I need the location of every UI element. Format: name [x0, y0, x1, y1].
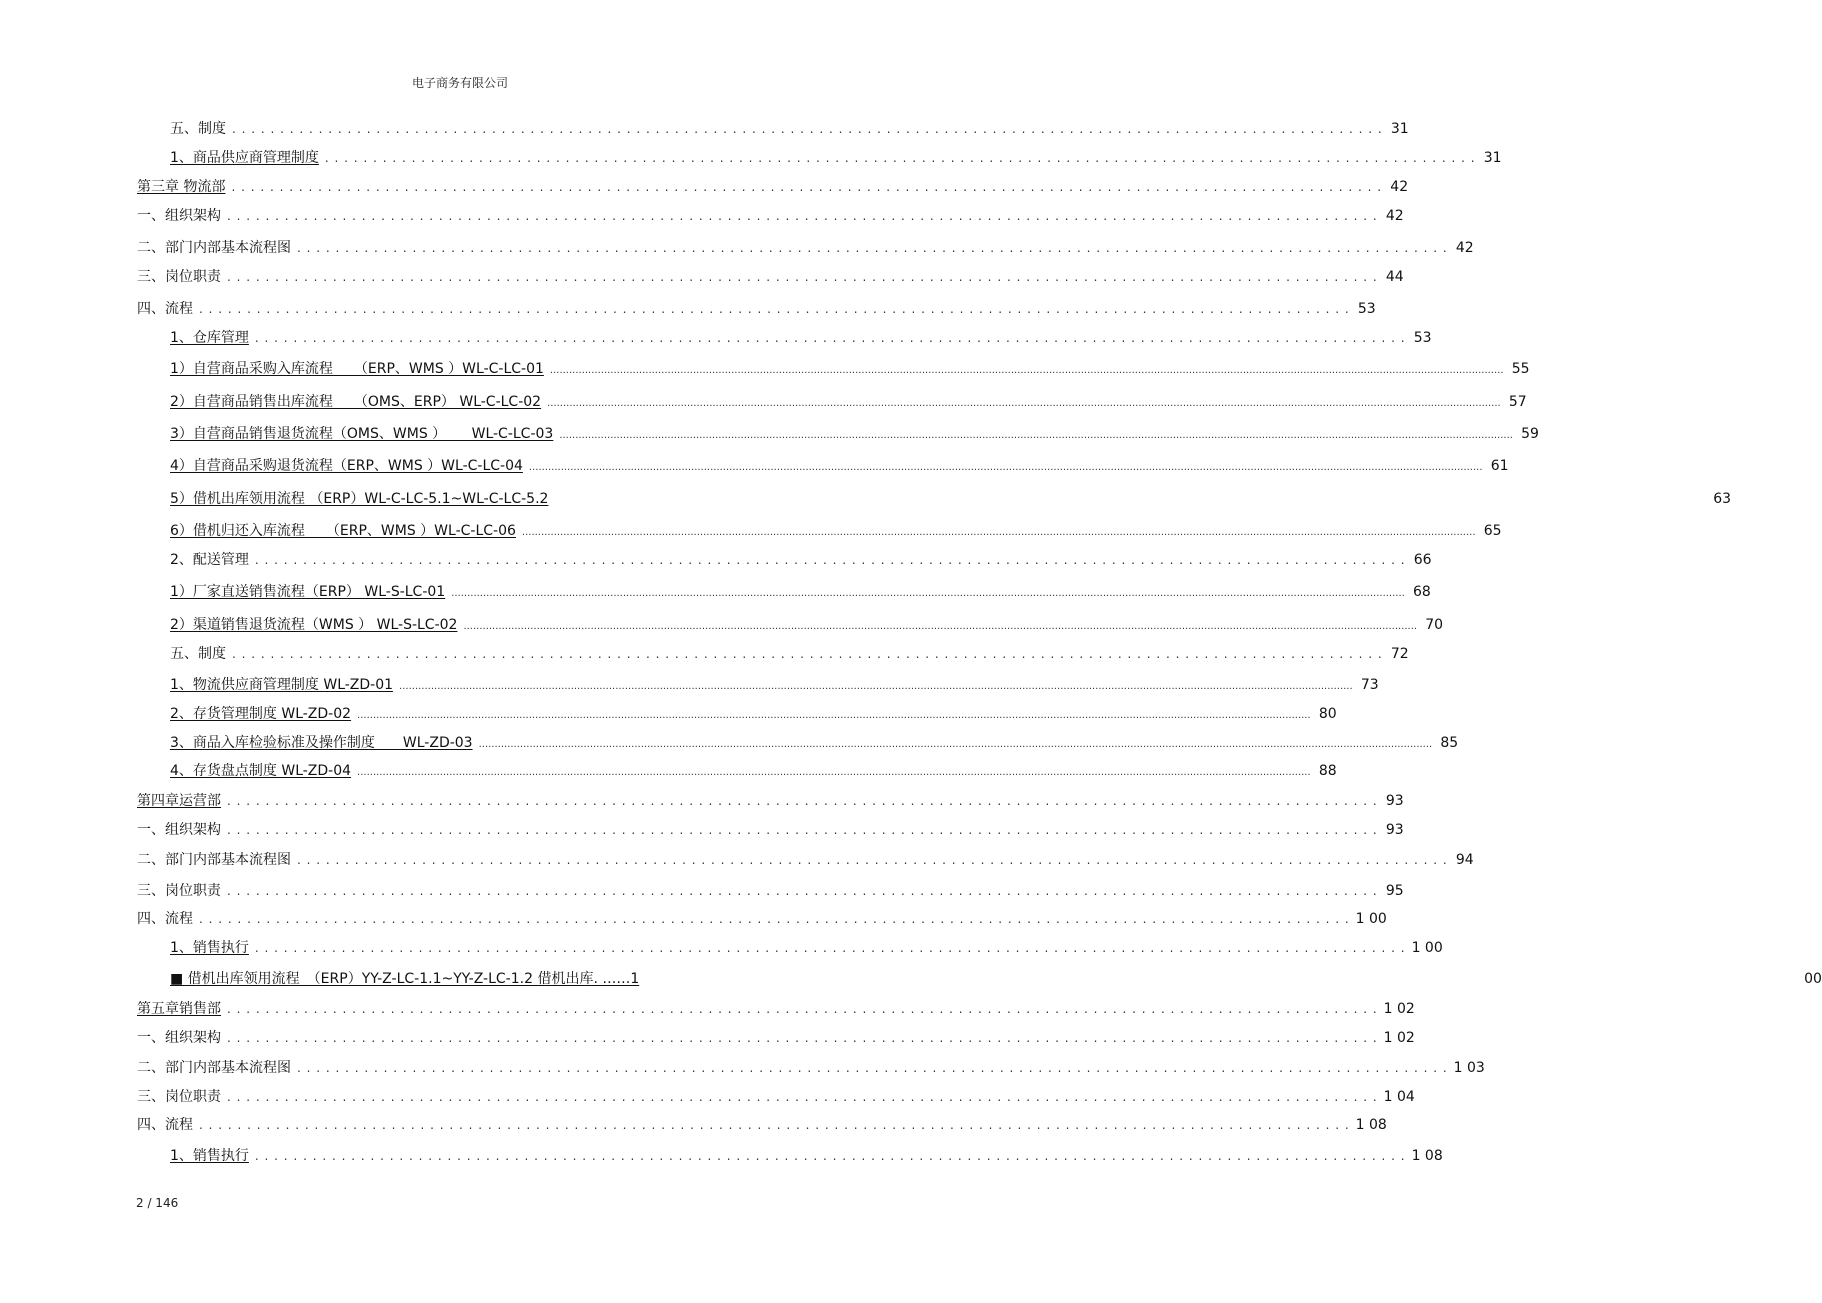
toc-entry[interactable]: [170, 705, 1337, 725]
toc-entry-page: 1 00: [1411, 940, 1443, 956]
toc-entry[interactable]: [170, 676, 1379, 696]
toc-entry[interactable]: [137, 1116, 1387, 1134]
toc-entry-page: 68: [1413, 584, 1431, 600]
toc-dot-leader: ............................................................................................................................................................................................................................................................................................................: [399, 681, 1353, 692]
toc-dot-leader: . . . . . . . . . . . . . . . . . . . . . . . . . . . . . . . . . . . . . . . . . . . . . . . . . . . . . . . . . . . . . . . . . . . . . . . . . . . . . . . . . . . . . . . . . . . . . . . . . . . . . . . . . . . . . . . . . . . . . . . .: [297, 853, 1448, 867]
toc-entry-page: 61: [1490, 458, 1509, 474]
toc-entry[interactable]: [170, 425, 1539, 445]
page-header: 电子商务有限公司: [411, 76, 508, 90]
toc-entry-title: 二、部门内部基本流程图: [137, 1060, 291, 1076]
toc-entry-page: 59: [1521, 426, 1539, 442]
toc-entry-page: 42: [1390, 179, 1409, 195]
toc-entry-title: ■ 借机出库领用流程 （ERP）YY-Z-LC-1.1~YY-Z-LC-1.2 借机出库. ……1: [170, 971, 640, 987]
toc-entry-page: 1 04: [1383, 1089, 1415, 1105]
toc-entry[interactable]: [137, 1029, 1415, 1047]
toc-entry-title: 第三章 物流部: [137, 179, 226, 195]
toc-dot-leader: ............................................................................................................................................................................................................................................................................................................: [357, 710, 1311, 721]
toc-entry-page: 73: [1360, 677, 1379, 693]
toc-entry[interactable]: [170, 457, 1509, 477]
toc-entry[interactable]: [170, 490, 1732, 508]
toc-dot-leader: . . . . . . . . . . . . . . . . . . . . . . . . . . . . . . . . . . . . . . . . . . . . . . . . . . . . . . . . . . . . . . . . . . . . . . . . . . . . . . . . . . . . . . . . . . . . . . . . . . . . . . . . . . . . . . . . . . . . . . . .: [227, 1090, 1378, 1104]
toc-entry-title: 1、仓库管理: [170, 330, 249, 346]
toc-dot-leader: . . . . . . . . . . . . . . . . . . . . . . . . . . . . . . . . . . . . . . . . . . . . . . . . . . . . . . . . . . . . . . . . . . . . . . . . . . . . . . . . . . . . . . . . . . . . . . . . . . . . . . . . . . . . . . . . . . . . . . . .: [324, 151, 1476, 165]
toc-entry[interactable]: [137, 300, 1376, 318]
toc-entry-page: 85: [1440, 735, 1459, 751]
toc-entry[interactable]: [170, 762, 1337, 782]
toc-dot-leader: . . . . . . . . . . . . . . . . . . . . . . . . . . . . . . . . . . . . . . . . . . . . . . . . . . . . . . . . . . . . . . . . . . . . . . . . . . . . . . . . . . . . . . . . . . . . . . . . . . . . . . . . . . . . . . . . . . . . . . . .: [227, 270, 1378, 284]
toc-entry-title: 1、物流供应商管理制度 WL-ZD-01: [170, 677, 394, 693]
toc-entry-title: 一、组织架构: [137, 208, 221, 224]
toc-entry-page: 42: [1455, 240, 1474, 256]
toc-entry-page: 65: [1483, 523, 1502, 539]
toc-dot-leader: . . . . . . . . . . . . . . . . . . . . . . . . . . . . . . . . . . . . . . . . . . . . . . . . . . . . . . . . . . . . . . . . . . . . . . . . . . . . . . . . . . . . . . . . . . . . . . . . . . . . . . . . . . . . . . . . . . . . . . . .: [227, 884, 1378, 898]
toc-dot-leader: . . . . . . . . . . . . . . . . . . . . . . . . . . . . . . . . . . . . . . . . . . . . . . . . . . . . . . . . . . . . . . . . . . . . . . . . . . . . . . . . . . . . . . . . . . . . . . . . . . . . . . . . . . . . . . . . . . . . . . . .: [231, 180, 1383, 194]
toc-entry-page: 1 00: [1355, 911, 1387, 927]
toc-entry[interactable]: [137, 239, 1474, 257]
toc-entry[interactable]: [170, 120, 1409, 138]
toc-dot-leader: ............................................................................................................................................................................................................................................................................................................: [521, 527, 1476, 538]
toc-entry[interactable]: [170, 329, 1432, 347]
toc-entry-page: 57: [1508, 394, 1527, 410]
toc-entry[interactable]: [170, 393, 1527, 413]
toc-entry-title: 二、部门内部基本流程图: [137, 240, 291, 256]
toc-entry-page: 55: [1511, 361, 1530, 377]
toc-dot-leader: . . . . . . . . . . . . . . . . . . . . . . . . . . . . . . . . . . . . . . . . . . . . . . . . . . . . . . . . . . . . . . . . . . . . . . . . . . . . . . . . . . . . . . . . . . . . . . . . . . . . . . . . . . . . . . . . . . . . . . . .: [227, 823, 1378, 837]
toc-dot-leader: . . . . . . . . . . . . . . . . . . . . . . . . . . . . . . . . . . . . . . . . . . . . . . . . . . . . . . . . . . . . . . . . . . . . . . . . . . . . . . . . . . . . . . . . . . . . . . . . . . . . . . . . . . . . . . . . . . . . . . . .: [227, 1031, 1378, 1045]
toc-entry[interactable]: [170, 149, 1502, 167]
toc-entry-title: 三、岗位职责: [137, 883, 221, 899]
toc-dot-leader: ............................................................................................................................................................................................................................................................................................................: [549, 365, 1504, 376]
toc-entry-title: 1）厂家直送销售流程（ERP） WL-S-LC-01: [170, 584, 446, 600]
toc-dot-leader: . . . . . . . . . . . . . . . . . . . . . . . . . . . . . . . . . . . . . . . . . . . . . . . . . . . . . . . . . . . . . . . . . . . . . . . . . . . . . . . . . . . . . . . . . . . . . . . . . . . . . . . . . . . . . . . . . . . . . . . .: [199, 302, 1350, 316]
toc-entry-page: 93: [1385, 793, 1404, 809]
toc-entry-page: 1 08: [1411, 1148, 1443, 1164]
toc-dot-leader: . . . . . . . . . . . . . . . . . . . . . . . . . . . . . . . . . . . . . . . . . . . . . . . . . . . . . . . . . . . . . . . . . . . . . . . . . . . . . . . . . . . . . . . . . . . . . . . . . . . . . . . . . . . . . . . . . . . . . . . .: [297, 241, 1448, 255]
toc-entry-page: 95: [1385, 883, 1404, 899]
toc-dot-leader: . . . . . . . . . . . . . . . . . . . . . . . . . . . . . . . . . . . . . . . . . . . . . . . . . . . . . . . . . . . . . . . . . . . . . . . . . . . . . . . . . . . . . . . . . . . . . . . . . . . . . . . . . . . . . . . . . . . . . . . .: [297, 1061, 1448, 1075]
toc-entry-title: 6）借机归还入库流程 （ERP、WMS ）WL-C-LC-06: [170, 523, 516, 539]
toc-entry-title: 四、流程: [137, 911, 193, 927]
toc-entry-title: 5）借机出库领用流程 （ERP）WL-C-LC-5.1~WL-C-LC-5.2: [170, 491, 549, 507]
toc-entry[interactable]: [170, 522, 1502, 542]
toc-entry-title: 二、部门内部基本流程图: [137, 852, 291, 868]
toc-entry-page: 94: [1455, 852, 1474, 868]
toc-dot-leader: . . . . . . . . . . . . . . . . . . . . . . . . . . . . . . . . . . . . . . . . . . . . . . . . . . . . . . . . . . . . . . . . . . . . . . . . . . . . . . . . . . . . . . . . . . . . . . . . . . . . . . . . . . . . . . . . . . . . . . . .: [254, 553, 1406, 567]
toc-entry-page: 63: [1713, 491, 1732, 507]
toc-entry-title: 1）自营商品采购入库流程 （ERP、WMS ）WL-C-LC-01: [170, 361, 544, 377]
toc-entry[interactable]: [170, 1147, 1443, 1165]
toc-entry-title: 三、岗位职责: [137, 1089, 221, 1105]
toc-entry[interactable]: [170, 970, 1822, 988]
toc-entry[interactable]: [170, 616, 1444, 636]
toc-entry-title: 三、岗位职责: [137, 269, 221, 285]
toc-entry-title: 1、商品供应商管理制度: [170, 150, 319, 166]
toc-entry[interactable]: [170, 645, 1409, 663]
toc-entry-page: 44: [1385, 269, 1404, 285]
toc-entry-page: 31: [1390, 121, 1409, 137]
toc-entry-page: 1 08: [1355, 1117, 1387, 1133]
toc-entry-title: 四、流程: [137, 301, 193, 317]
toc-entry-page: 1 02: [1383, 1001, 1415, 1017]
toc-entry-page: 88: [1318, 763, 1337, 779]
page-number: 2 / 146: [136, 1196, 179, 1210]
toc-entry[interactable]: [137, 851, 1474, 869]
toc-entry-title: 1、销售执行: [170, 940, 249, 956]
toc-entry[interactable]: [170, 551, 1432, 569]
toc-dot-leader: ............................................................................................................................................................................................................................................................................................................: [559, 430, 1513, 441]
toc-entry-page: 1 02: [1383, 1030, 1415, 1046]
toc-entry[interactable]: [170, 583, 1431, 603]
toc-dot-leader: . . . . . . . . . . . . . . . . . . . . . . . . . . . . . . . . . . . . . . . . . . . . . . . . . . . . . . . . . . . . . . . . . . . . . . . . . . . . . . . . . . . . . . . . . . . . . . . . . . . . . . . . . . . . . . . . . . . . . . . .: [227, 1002, 1378, 1016]
toc-entry-page: 42: [1385, 208, 1404, 224]
toc-dot-leader: . . . . . . . . . . . . . . . . . . . . . . . . . . . . . . . . . . . . . . . . . . . . . . . . . . . . . . . . . . . . . . . . . . . . . . . . . . . . . . . . . . . . . . . . . . . . . . . . . . . . . . . . . . . . . . . . . . . . . . . .: [254, 1149, 1406, 1163]
toc-dot-leader: ............................................................................................................................................................................................................................................................................................................: [451, 588, 1405, 599]
toc-entry-title: 3、商品入库检验标准及操作制度 WL-ZD-03: [170, 735, 473, 751]
toc-dot-leader: ............................................................................................................................................................................................................................................................................................................: [357, 767, 1311, 778]
toc-entry[interactable]: [137, 1000, 1415, 1018]
toc-entry[interactable]: [137, 1088, 1415, 1106]
toc-entry-page: 72: [1390, 646, 1409, 662]
toc-entry-title: 五、制度: [170, 121, 226, 137]
toc-entry-title: 1、销售执行: [170, 1148, 249, 1164]
toc-entry[interactable]: [137, 882, 1404, 900]
toc-entry-title: 一、组织架构: [137, 1030, 221, 1046]
toc-entry-title: 五、制度: [170, 646, 226, 662]
toc-entry-title: 2、存货管理制度 WL-ZD-02: [170, 706, 352, 722]
toc-entry-title: 2）渠道销售退货流程（WMS ） WL-S-LC-02: [170, 617, 458, 633]
toc-entry[interactable]: [170, 734, 1459, 754]
toc-entry-page: 53: [1413, 330, 1432, 346]
toc-entry-title: 一、组织架构: [137, 822, 221, 838]
toc-dot-leader: ............................................................................................................................................................................................................................................................................................................: [528, 462, 1483, 473]
toc-entry-page: 1 03: [1453, 1060, 1485, 1076]
toc-entry-title: 4）自营商品采购退货流程（ERP、WMS ）WL-C-LC-04: [170, 458, 523, 474]
toc-dot-leader: ............................................................................................................................................................................................................................................................................................................: [547, 398, 1501, 409]
toc-dot-leader: ............................................................................................................................................................................................................................................................................................................: [478, 739, 1433, 750]
toc-entry-title: 四、流程: [137, 1117, 193, 1133]
toc-entry[interactable]: [170, 360, 1530, 380]
toc-entry-title: 4、存货盘点制度 WL-ZD-04: [170, 763, 352, 779]
toc-entry[interactable]: [137, 178, 1409, 196]
toc-dot-leader: . . . . . . . . . . . . . . . . . . . . . . . . . . . . . . . . . . . . . . . . . . . . . . . . . . . . . . . . . . . . . . . . . . . . . . . . . . . . . . . . . . . . . . . . . . . . . . . . . . . . . . . . . . . . . . . . . . . . . . . .: [254, 331, 1406, 345]
toc-entry-page: 80: [1318, 706, 1337, 722]
toc-entry-page: 00: [1804, 971, 1822, 987]
toc-dot-leader: . . . . . . . . . . . . . . . . . . . . . . . . . . . . . . . . . . . . . . . . . . . . . . . . . . . . . . . . . . . . . . . . . . . . . . . . . . . . . . . . . . . . . . . . . . . . . . . . . . . . . . . . . . . . . . . . . . . . . . . .: [232, 122, 1383, 136]
toc-entry[interactable]: [137, 207, 1404, 225]
toc-entry[interactable]: [137, 1059, 1485, 1077]
toc-entry[interactable]: [137, 792, 1404, 810]
toc-entry-page: 31: [1483, 150, 1502, 166]
toc-entry-page: 93: [1385, 822, 1404, 838]
toc-entry-title: 第五章销售部: [137, 1001, 221, 1017]
toc-dot-leader: . . . . . . . . . . . . . . . . . . . . . . . . . . . . . . . . . . . . . . . . . . . . . . . . . . . . . . . . . . . . . . . . . . . . . . . . . . . . . . . . . . . . . . . . . . . . . . . . . . . . . . . . . . . . . . . . . . . . . . . .: [254, 941, 1406, 955]
toc-entry-page: 66: [1413, 552, 1432, 568]
toc-entry-page: 53: [1357, 301, 1376, 317]
toc-entry[interactable]: [137, 910, 1387, 928]
toc-entry-page: 70: [1425, 617, 1444, 633]
toc-dot-leader: . . . . . . . . . . . . . . . . . . . . . . . . . . . . . . . . . . . . . . . . . . . . . . . . . . . . . . . . . . . . . . . . . . . . . . . . . . . . . . . . . . . . . . . . . . . . . . . . . . . . . . . . . . . . . . . . . . . . . . . .: [227, 794, 1378, 808]
toc-dot-leader: ............................................................................................................................................................................................................................................................................................................: [463, 621, 1418, 632]
toc-entry-title: 3）自营商品销售退货流程（OMS、WMS ） WL-C-LC-03: [170, 426, 554, 442]
toc-dot-leader: . . . . . . . . . . . . . . . . . . . . . . . . . . . . . . . . . . . . . . . . . . . . . . . . . . . . . . . . . . . . . . . . . . . . . . . . . . . . . . . . . . . . . . . . . . . . . . . . . . . . . . . . . . . . . . . . . . . . . . . .: [199, 912, 1350, 926]
toc-entry-title: 2）自营商品销售出库流程 （OMS、ERP） WL-C-LC-02: [170, 394, 542, 410]
toc-dot-leader: . . . . . . . . . . . . . . . . . . . . . . . . . . . . . . . . . . . . . . . . . . . . . . . . . . . . . . . . . . . . . . . . . . . . . . . . . . . . . . . . . . . . . . . . . . . . . . . . . . . . . . . . . . . . . . . . . . . . . . . .: [232, 647, 1383, 661]
toc-entry-title: 2、配送管理: [170, 552, 249, 568]
toc-entry[interactable]: [137, 821, 1404, 839]
toc-entry[interactable]: [137, 268, 1404, 286]
toc-entry[interactable]: [170, 939, 1443, 957]
toc-entry-title: 第四章运营部: [137, 793, 221, 809]
toc-dot-leader: . . . . . . . . . . . . . . . . . . . . . . . . . . . . . . . . . . . . . . . . . . . . . . . . . . . . . . . . . . . . . . . . . . . . . . . . . . . . . . . . . . . . . . . . . . . . . . . . . . . . . . . . . . . . . . . . . . . . . . . .: [227, 209, 1378, 223]
toc-dot-leader: . . . . . . . . . . . . . . . . . . . . . . . . . . . . . . . . . . . . . . . . . . . . . . . . . . . . . . . . . . . . . . . . . . . . . . . . . . . . . . . . . . . . . . . . . . . . . . . . . . . . . . . . . . . . . . . . . . . . . . . .: [199, 1118, 1350, 1132]
